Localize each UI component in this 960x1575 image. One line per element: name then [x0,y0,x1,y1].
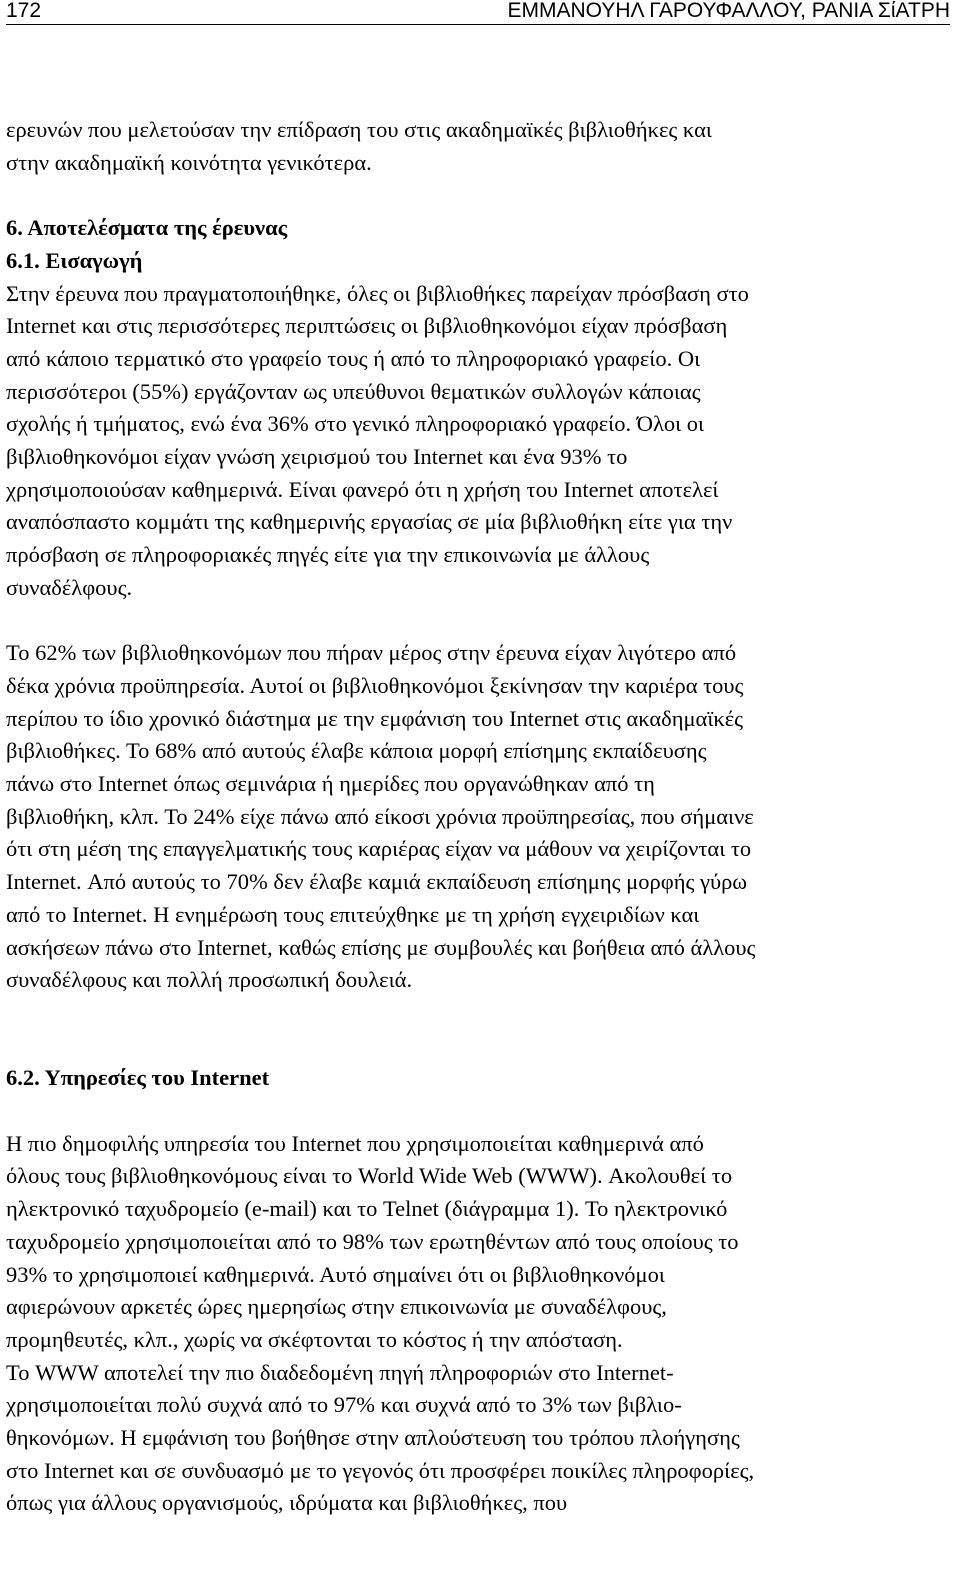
running-header-authors: ΕΜΜΑΝΟΥΗΛ ΓΑΡΟΥΦΑΛΛΟΥ, ΡΑΝΙΑ ΣίΑΤΡΗ [507,0,950,22]
body-text [6,114,954,1520]
results-paragraph-2: Το 62% των βιβλιοθηκονόμων που πήραν μέρος στην έρευνα είχαν λιγότερο από δέκα χρόνια προϋπηρεσία. Αυτοί οι βιβλιοθηκονόμοι ξεκίνησαν την καριέρα τους περίπου το ίδιο χρονικό διάστημα με την εμφάνιση του Internet στις ακαδημαϊκές βιβλιοθήκες. Το 68% από αυτούς έλαβε κάποια μορφή επίσημης εκπαίδευσης πάνω στο Internet όπως σεμινάρια ή ημερίδες που οργανώθηκαν από τη βιβλιοθήκη, κλπ. Το 24% είχε πάνω από είκοσι χρόνια προϋπηρεσίας, που σήμαινε ότι στη μέση της επαγγελματικής τους καριέρας είχαν να μάθουν να χειρίζονται το Internet. Από αυτούς το 70% δεν έλαβε καμιά εκπαίδευση επίσημης μορφής γύρω από το Internet. Η ενημέρωση τους επιτεύχθηκε με τη χρήση εγχειριδίων και ασκήσεων πάνω στο Internet, καθώς επίσης με συμβουλές και βοήθεια από άλλους συναδέλφους και πολλή προσωπική δουλειά. [6,640,756,993]
heading-spacer [6,1095,954,1128]
paragraph-spacer [6,605,954,638]
results-paragraph-1: Στην έρευνα που πραγματοποιήθηκε, όλες οι βιβλιοθήκες παρείχαν πρόσβαση στο Internet και στις περισσότερες περιπτώσεις οι βιβλιοθηκονόμοι είχαν πρόσβαση από κάποιο τερματικό στο γραφείο τους ή από το πληροφοριακό γραφείο. Οι περισσότεροι (55%) εργάζονταν ως υπεύθυνοι θεματικών συλλογών κάποιας σχολής ή τμήματος, ενώ ένα 36% στο γενικό πληροφοριακό γραφείο. Όλοι οι βιβλιοθηκονόμοι είχαν γνώση χειρισμού του Internet και ένα 93% το χρησιμοποιούσαν καθημερινά. Είναι φανερό ότι η χρήση του Internet αποτελεί αναπόσπαστο κομμάτι της καθημερινής εργασίας σε μία βιβλιοθήκη είτε για την πρόσβαση σε πληροφοριακές πηγές είτε για την επικοινωνία με άλλους συναδέλφους. [6,280,749,600]
running-header [6,0,950,25]
subsection-heading-introduction: 6.1. Εισαγωγή [6,247,143,273]
section-spacer [6,997,954,1062]
section-heading: 6. Αποτελέσματα της έρευνας [6,215,288,241]
services-paragraph-1: Η πιο δημοφιλής υπηρεσία του Internet που χρησιμοποιείται καθημερινά από όλους τους βιβλιοθηκονόμους είναι το World Wide Web (WWW). Ακολουθεί το ηλεκτρονικό ταχυδρομείο (e-mail) και το Telnet (διάγραμμα 1). Το ηλεκτρονικό ταχυδρομείο χρησιμοποιείται από το 98% των ερωτηθέντων από τους οποίους το 93% το χρησιμοποιεί καθημερινά. Αυτό σημαίνει ότι οι βιβλιοθηκονόμοι αφιερώνουν αρκετές ώρες ημερησίως στην επικοινωνία με συναδέλφους, προμηθευτές, κλπ., χωρίς να σκέφτονται το κόστος ή την απόσταση. [6,1130,739,1352]
subsection-heading-internet-services: 6.2. Υπηρεσίες του Internet [6,1065,270,1091]
services-paragraph-2: Το WWW αποτελεί την πιο διαδεδομένη πηγή πληροφοριών στο Internet- χρησιμοποιείται πολύ συχνά από το 97% και συχνά από το 3% των βιβλιο- θηκονόμων. Η εμφάνιση του βοήθησε στην απλούστευση του τρόπου πλοήγησης στο Internet και σε συνδυασμό με το γεγονός ότι προσφέρει ποικίλες πληροφορίες, όπως για άλλους οργανισμούς, ιδρύματα και βιβλιοθήκες, που [6,1359,755,1516]
page-number: 172 [6,0,42,22]
intro-paragraph: ερευνών που μελετούσαν την επίδραση του στις ακαδημαϊκές βιβλιοθήκες και στην ακαδημαϊκή κοινότητα γενικότερα. [6,117,712,175]
